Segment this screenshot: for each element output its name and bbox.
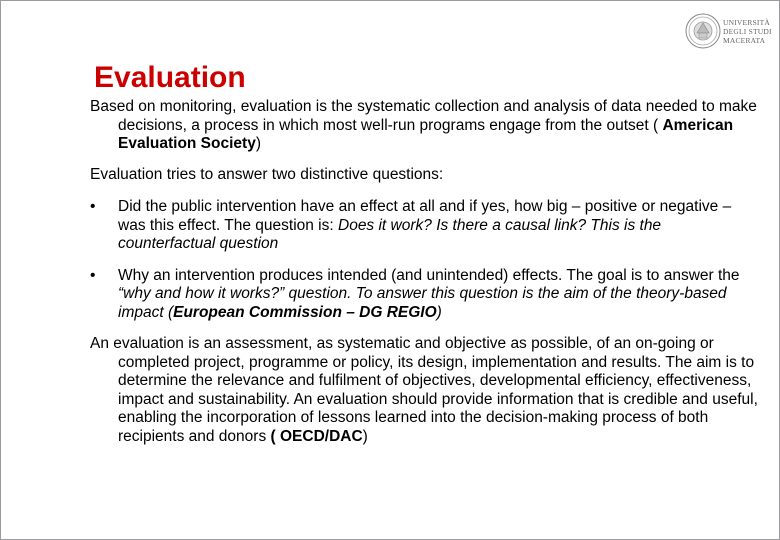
source-citation: American Evaluation Society bbox=[118, 116, 734, 152]
university-logo bbox=[685, 13, 771, 65]
bullet-list bbox=[90, 198, 760, 322]
list-item: • Why an intervention produces intended (and unintended) effects. The goal is to answer the “why and how it works?” question. To answer this question is the aim of the theory-based impact (European Commission – DG REGIO) bbox=[90, 266, 740, 321]
logo-text: UNIVERSITÀ DEGLI STUDI MACERATA bbox=[723, 18, 772, 45]
seal-icon bbox=[685, 13, 721, 49]
page-title: Evaluation bbox=[94, 61, 246, 94]
bullet-icon: • bbox=[90, 198, 96, 215]
source-citation: ( OECD/DAC bbox=[270, 427, 363, 445]
source-citation: European Commission – DG REGIO bbox=[173, 303, 437, 321]
intro-paragraph: Evaluation tries to answer two distinctive questions: bbox=[90, 165, 444, 183]
definition-paragraph: Based on monitoring, evaluation is the systematic collection and analysis of data needed to make decisions, a process in which most well-run programs engage from the outset ( American Evaluation Society) bbox=[90, 98, 757, 152]
list-item: • Did the public intervention have an effect at all and if yes, how big – positive or negative – was this effect. The question is: Does it work? Is there a causal link? This is the counterfactual question bbox=[90, 198, 732, 252]
bullet-icon: • bbox=[90, 266, 96, 284]
slide-body bbox=[90, 98, 760, 458]
assessment-paragraph: An evaluation is an assessment, as systematic and objective as possible, of an on-going or completed project, programme or policy, its design, implementation and results. The aim is to determine the relevance and fulfilment of objectives, developmental efficiency, effectiveness, impact and sustainability. An evaluation should provide information that is credible and useful, enabling the incorporation of lessons learned into the decision-making process of both recipients and donors ( OECD/DAC) bbox=[90, 335, 758, 445]
